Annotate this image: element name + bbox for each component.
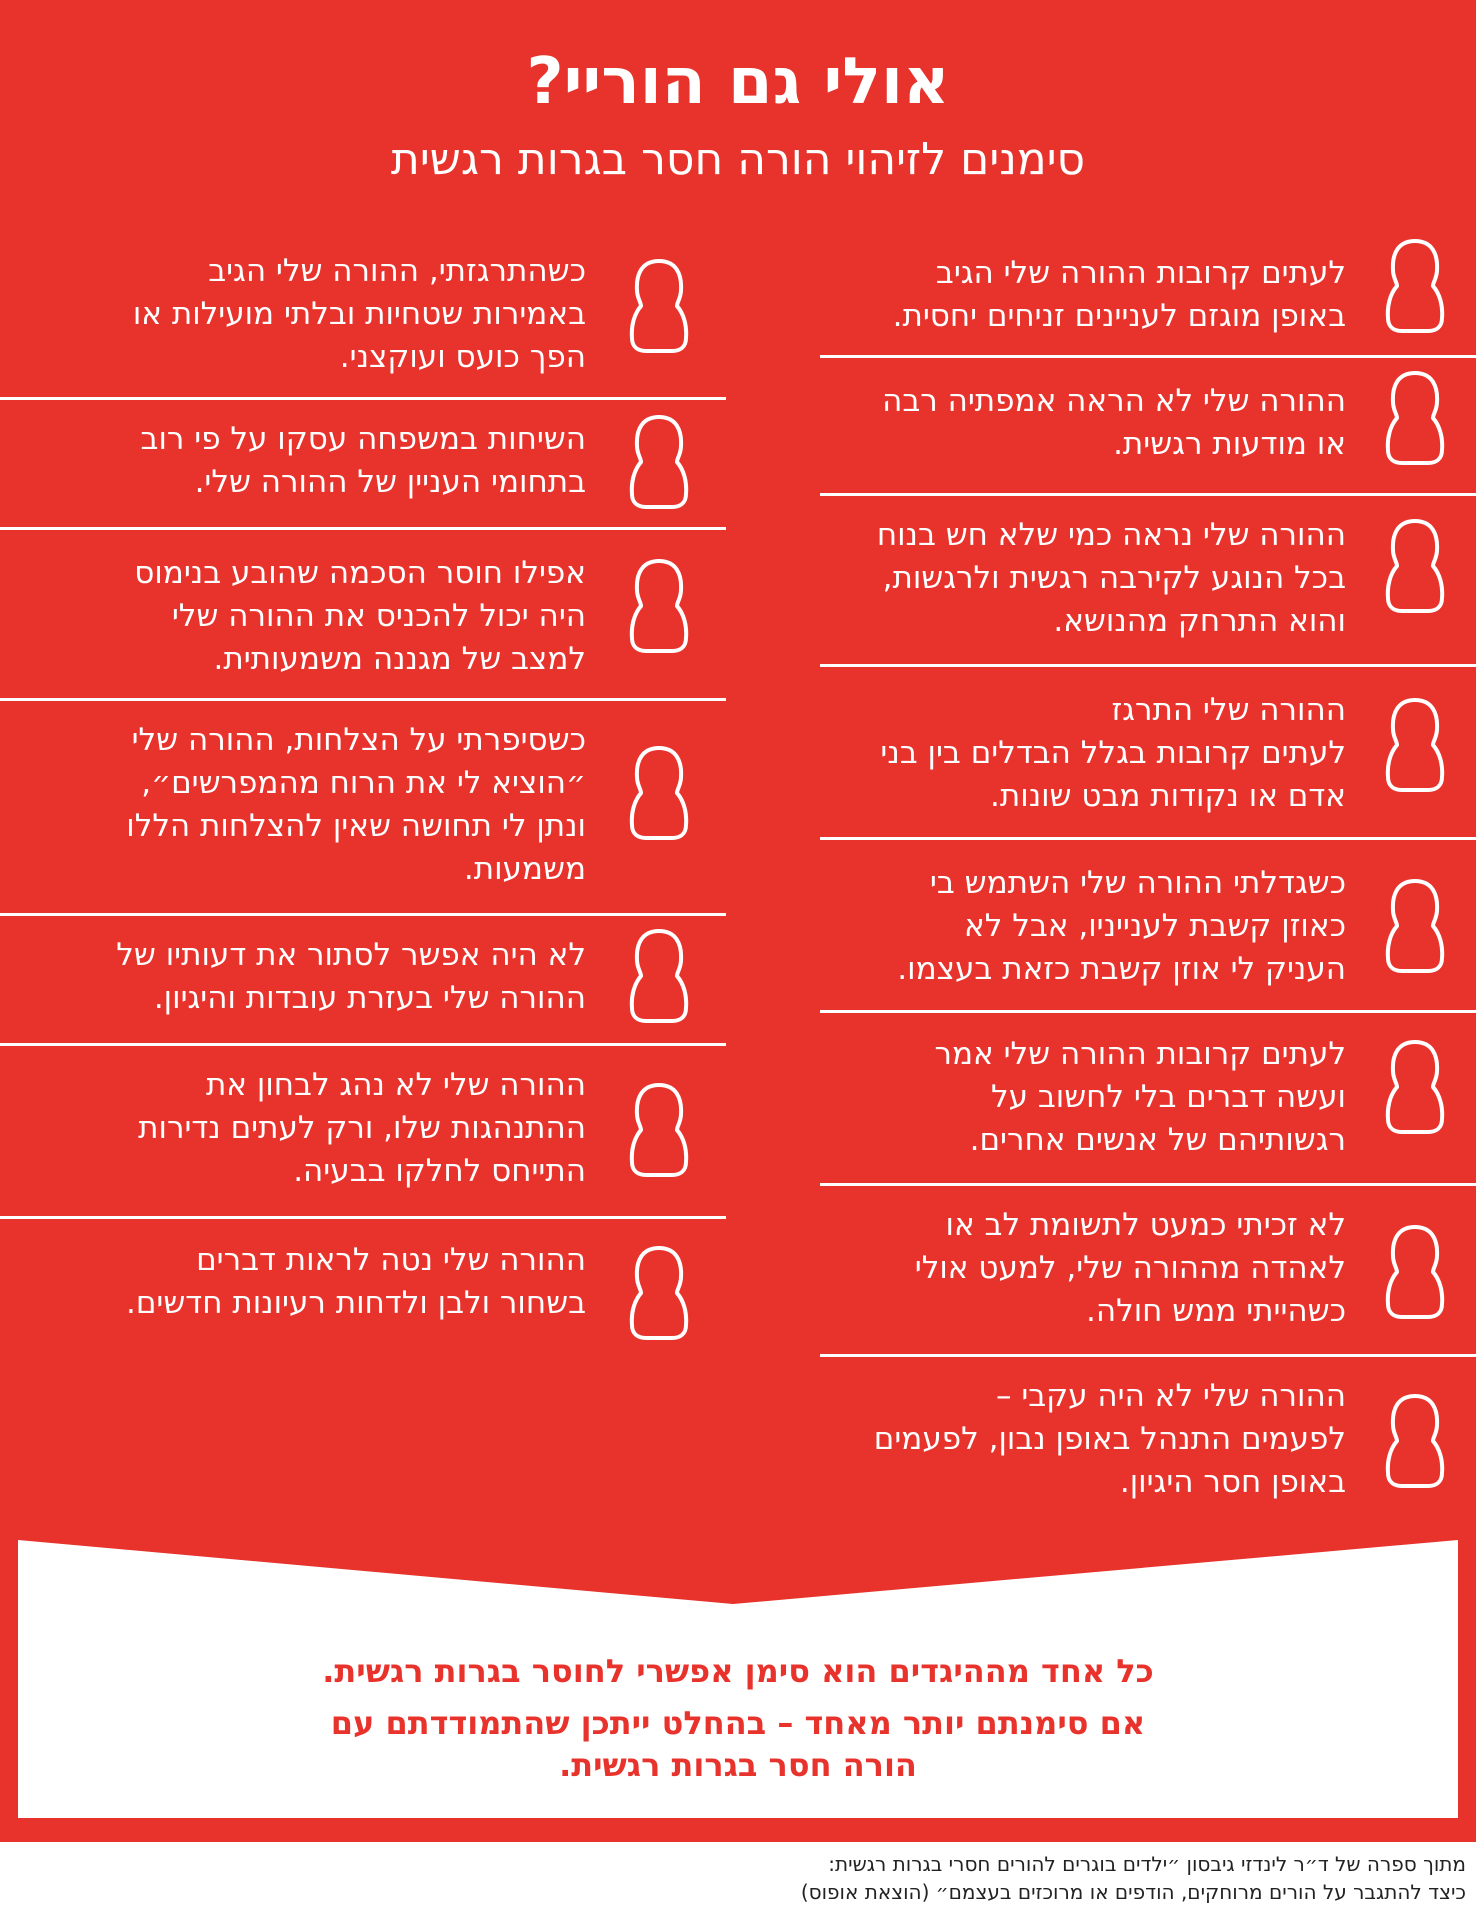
item-text: לעתים קרובות ההורה שלי אמר ועשה דברים בלי לחשוב על רגשותיהם של אנשים אחרים. — [934, 1036, 1346, 1158]
matryoshka-doll-icon — [1382, 518, 1448, 614]
list-item — [0, 1046, 726, 1216]
list-item — [820, 1186, 1476, 1356]
matryoshka-doll-icon — [626, 258, 692, 354]
list-item — [0, 400, 726, 527]
item-text: ההורה שלי לא היה עקבי – לפעמים התנהל באופן נבון, לפעמים באופן חסר היגיון. — [873, 1378, 1346, 1500]
list-item — [820, 840, 1476, 1010]
list-item — [820, 358, 1476, 493]
summary-line-1: כל אחד מההיגדים הוא סימן אפשרי לחוסר בגרות רגשית. — [322, 1652, 1154, 1690]
source-credit — [10, 1850, 1466, 1906]
credit-line-2: כיצד להתגבר על הורים מרוחקים, הודפים או מרוכזים בעצמם״ (הוצאת אופוס) — [800, 1880, 1466, 1904]
matryoshka-doll-icon — [626, 414, 692, 510]
matryoshka-doll-icon — [626, 928, 692, 1024]
matryoshka-doll-icon — [1382, 238, 1448, 334]
matryoshka-doll-icon — [1382, 1039, 1448, 1135]
item-text: ההורה שלי לא נהג לבחון את ההתנהגות שלו, ורק לעתים נדירות התייחס לחלקו בבעיה. — [138, 1067, 586, 1189]
matryoshka-doll-icon — [626, 1082, 692, 1178]
item-text: כשהתרגזתי, ההורה שלי הגיב באמירות שטחיות ובלתי מועילות או הפך כועס ועוקצני. — [132, 253, 586, 375]
summary-line-2: אם סימנתם יותר מאחד – בהחלט ייתכן שהתמודדתם עם — [330, 1704, 1146, 1742]
matryoshka-doll-icon — [1382, 697, 1448, 793]
list-item — [0, 530, 726, 698]
list-item — [0, 1219, 726, 1349]
item-text: ההורה שלי נטה לראות דברים בשחור ולבן ולדחות רעיונות חדשים. — [125, 1242, 586, 1321]
page-subtitle: סימנים לזיהוי הורה חסר בגרות רגשית — [390, 134, 1086, 185]
item-text: לא היה אפשר לסתור את דעותיו של ההורה שלי בעזרת עובדות והיגיון. — [116, 937, 586, 1016]
item-text: השיחות במשפחה עסקו על פי רוב בתחומי העניין של ההורה שלי. — [140, 421, 586, 500]
list-item — [0, 701, 726, 913]
list-item — [820, 667, 1476, 837]
item-text: ההורה שלי נראה כמי שלא חש בנוח בכל הנוגע לקירבה רגשית ולרגשות, והוא התרחק מהנושא. — [876, 517, 1346, 639]
summary-line-3: הורה חסר בגרות רגשית. — [559, 1746, 917, 1784]
item-text: ההורה שלי לא הראה אמפתיה רבה או מודעות רגשית. — [882, 383, 1346, 462]
page-title: אולי גם הוריי? — [526, 45, 950, 119]
item-text: לא זכיתי כמעט לתשומת לב או לאהדה מההורה שלי, למעט אולי כשהייתי ממש חולה. — [914, 1207, 1346, 1329]
list-item — [820, 496, 1476, 664]
matryoshka-doll-icon — [1382, 1393, 1448, 1489]
list-item — [820, 1357, 1476, 1527]
matryoshka-doll-icon — [1382, 370, 1448, 466]
matryoshka-doll-icon — [626, 558, 692, 654]
list-item — [0, 916, 726, 1043]
credit-line-1: מתוך ספרה של ד״ר לינדזי גיבסון ״ילדים בוגרים להורים חסרי בגרות רגשית: — [828, 1852, 1466, 1876]
item-text: לעתים קרובות ההורה שלי הגיב באופן מוגזם לעניינים זניחים יחסית. — [892, 255, 1346, 334]
matryoshka-doll-icon — [1382, 878, 1448, 974]
matryoshka-doll-icon — [1382, 1224, 1448, 1320]
list-item — [820, 230, 1476, 355]
item-text: ההורה שלי התרגז לעתים קרובות בגלל הבדלים בין בני אדם או נקודות מבט שונות. — [880, 692, 1346, 814]
matryoshka-doll-icon — [626, 745, 692, 841]
item-text: אפילו חוסר הסכמה שהובע בנימוס היה יכול להכניס את ההורה שלי למצב של מגננה משמעותית. — [134, 555, 586, 677]
matryoshka-doll-icon — [626, 1245, 692, 1341]
list-item — [820, 1013, 1476, 1183]
item-text: כשסיפרתי על הצלחות, ההורה שלי ״הוציא לי את הרוח מהמפרשים״, ונתן לי תחושה שאין להצלחות הללו משמעות. — [126, 722, 586, 887]
item-text: כשגדלתי ההורה שלי השתמש בי כאוזן קשבת לענייניו, אבל לא העניק לי אוזן קשבת כזאת בעצמו. — [897, 865, 1346, 987]
list-item — [0, 230, 726, 397]
